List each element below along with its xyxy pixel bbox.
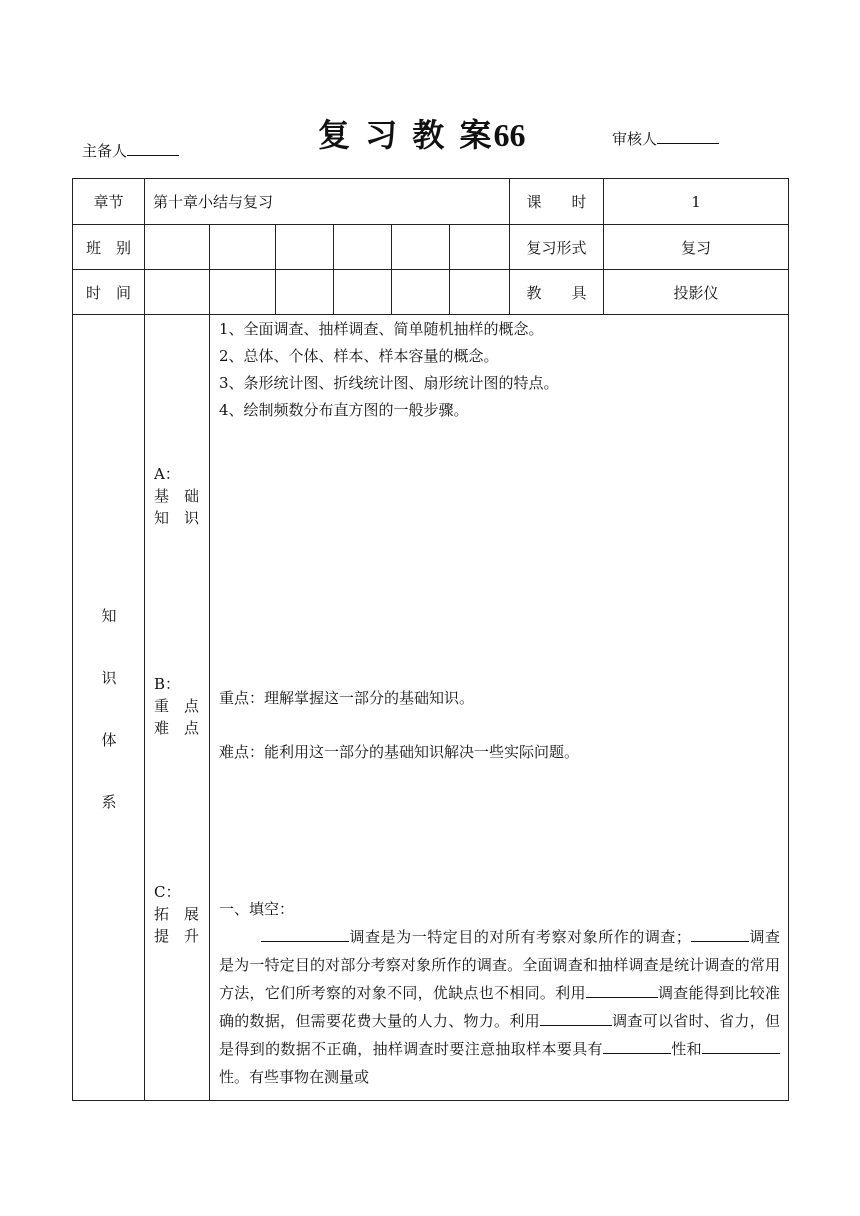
section-a-line1: 基 础	[154, 487, 200, 505]
answer-blank[interactable]	[540, 1011, 612, 1026]
vertical-char: 知	[101, 607, 117, 625]
review-form-value: 复习	[604, 225, 789, 270]
period-label: 课 时	[510, 179, 604, 225]
page-title	[318, 110, 525, 156]
title-number: 66	[493, 117, 526, 153]
class-cell	[334, 225, 392, 270]
row-chapter	[73, 179, 789, 225]
section-a-line2: 知 识	[154, 509, 200, 527]
text-segment: 调查是为一特定目的对所有考察对象所作的调查；	[349, 928, 691, 946]
vertical-char: 系	[101, 793, 117, 811]
text-segment: 性。有些事物在测量或	[219, 1068, 370, 1086]
time-cell	[334, 270, 392, 315]
preparer-label: 主备人	[82, 142, 128, 160]
answer-blank[interactable]	[691, 927, 749, 942]
knowledge-system-label	[73, 315, 145, 1101]
vertical-char: 体	[101, 731, 117, 749]
row-knowledge	[73, 315, 789, 1101]
text-segment: 调查是为一特定目的对部分考察对象所作的调查。全面调查和抽样调查是统计调查的常用方法，它们所考察的对象不同，优缺点也不相同。利用	[219, 928, 781, 1002]
lesson-table	[72, 178, 789, 1101]
preparer-field	[82, 140, 179, 161]
class-cell	[392, 225, 450, 270]
reviewer-label: 审核人	[612, 130, 658, 148]
text-segment: 调查能得到比较准确的数据，但需要花费大量的人力、物力。利用	[219, 984, 780, 1030]
extension-section	[219, 895, 780, 1091]
section-a-tag: A：	[154, 465, 180, 483]
text-segment: 调查可以省时、省力，但是得到的数据不正确，抽样调查时要注意抽取样本要具有	[219, 1012, 780, 1058]
text-segment: 性和	[670, 1040, 702, 1058]
review-form-label: 复习形式	[510, 225, 604, 270]
preparer-blank	[127, 141, 179, 156]
section-c-tag: C：	[154, 883, 181, 901]
time-cell	[276, 270, 334, 315]
time-label: 时 间	[73, 270, 145, 315]
section-c-label	[154, 881, 199, 947]
list-item: 3、条形统计图、折线统计图、扇形统计图的特点。	[219, 374, 559, 392]
fill-blank-heading: 一、填空：	[219, 900, 295, 918]
time-cell	[392, 270, 450, 315]
period-value: 1	[604, 179, 789, 225]
chapter-value: 第十章小结与复习	[145, 179, 510, 225]
time-cell	[210, 270, 276, 315]
fill-blank-paragraph	[219, 923, 780, 1091]
knowledge-content	[210, 315, 789, 1101]
answer-blank[interactable]	[702, 1039, 780, 1054]
reviewer-blank	[657, 129, 719, 144]
key-point: 重点：理解掌握这一部分的基础知识。	[219, 689, 475, 707]
section-b-label	[154, 673, 199, 739]
list-item: 2、总体、个体、样本、样本容量的概念。	[219, 347, 499, 365]
teaching-aid-value: 投影仪	[604, 270, 789, 315]
answer-blank[interactable]	[586, 983, 658, 998]
row-time	[73, 270, 789, 315]
basic-knowledge-list	[219, 316, 780, 424]
class-cell	[276, 225, 334, 270]
vertical-char: 识	[101, 669, 117, 687]
reviewer-field	[612, 128, 719, 149]
class-label: 班 别	[73, 225, 145, 270]
section-b-line1: 重 点	[154, 697, 200, 715]
time-cell	[450, 270, 510, 315]
section-b-tag: B：	[154, 675, 181, 693]
class-cell	[450, 225, 510, 270]
answer-blank[interactable]	[261, 927, 349, 942]
time-cell	[145, 270, 210, 315]
section-a-label	[154, 463, 199, 529]
answer-blank[interactable]	[603, 1039, 671, 1054]
list-item: 4、绘制频数分布直方图的一般步骤。	[219, 401, 469, 419]
row-class	[73, 225, 789, 270]
title-text: 复 习 教 案	[318, 116, 494, 154]
section-labels	[145, 315, 210, 1101]
difficult-point: 难点：能利用这一部分的基础知识解决一些实际问题。	[219, 743, 580, 761]
chapter-label: 章节	[73, 179, 145, 225]
teaching-aid-label: 教 具	[510, 270, 604, 315]
class-cell	[210, 225, 276, 270]
section-c-line2: 提 升	[154, 927, 200, 945]
list-item: 1、全面调查、抽样调查、简单随机抽样的概念。	[219, 320, 544, 338]
section-b-line2: 难 点	[154, 719, 200, 737]
section-c-line1: 拓 展	[154, 905, 200, 923]
class-cell	[145, 225, 210, 270]
